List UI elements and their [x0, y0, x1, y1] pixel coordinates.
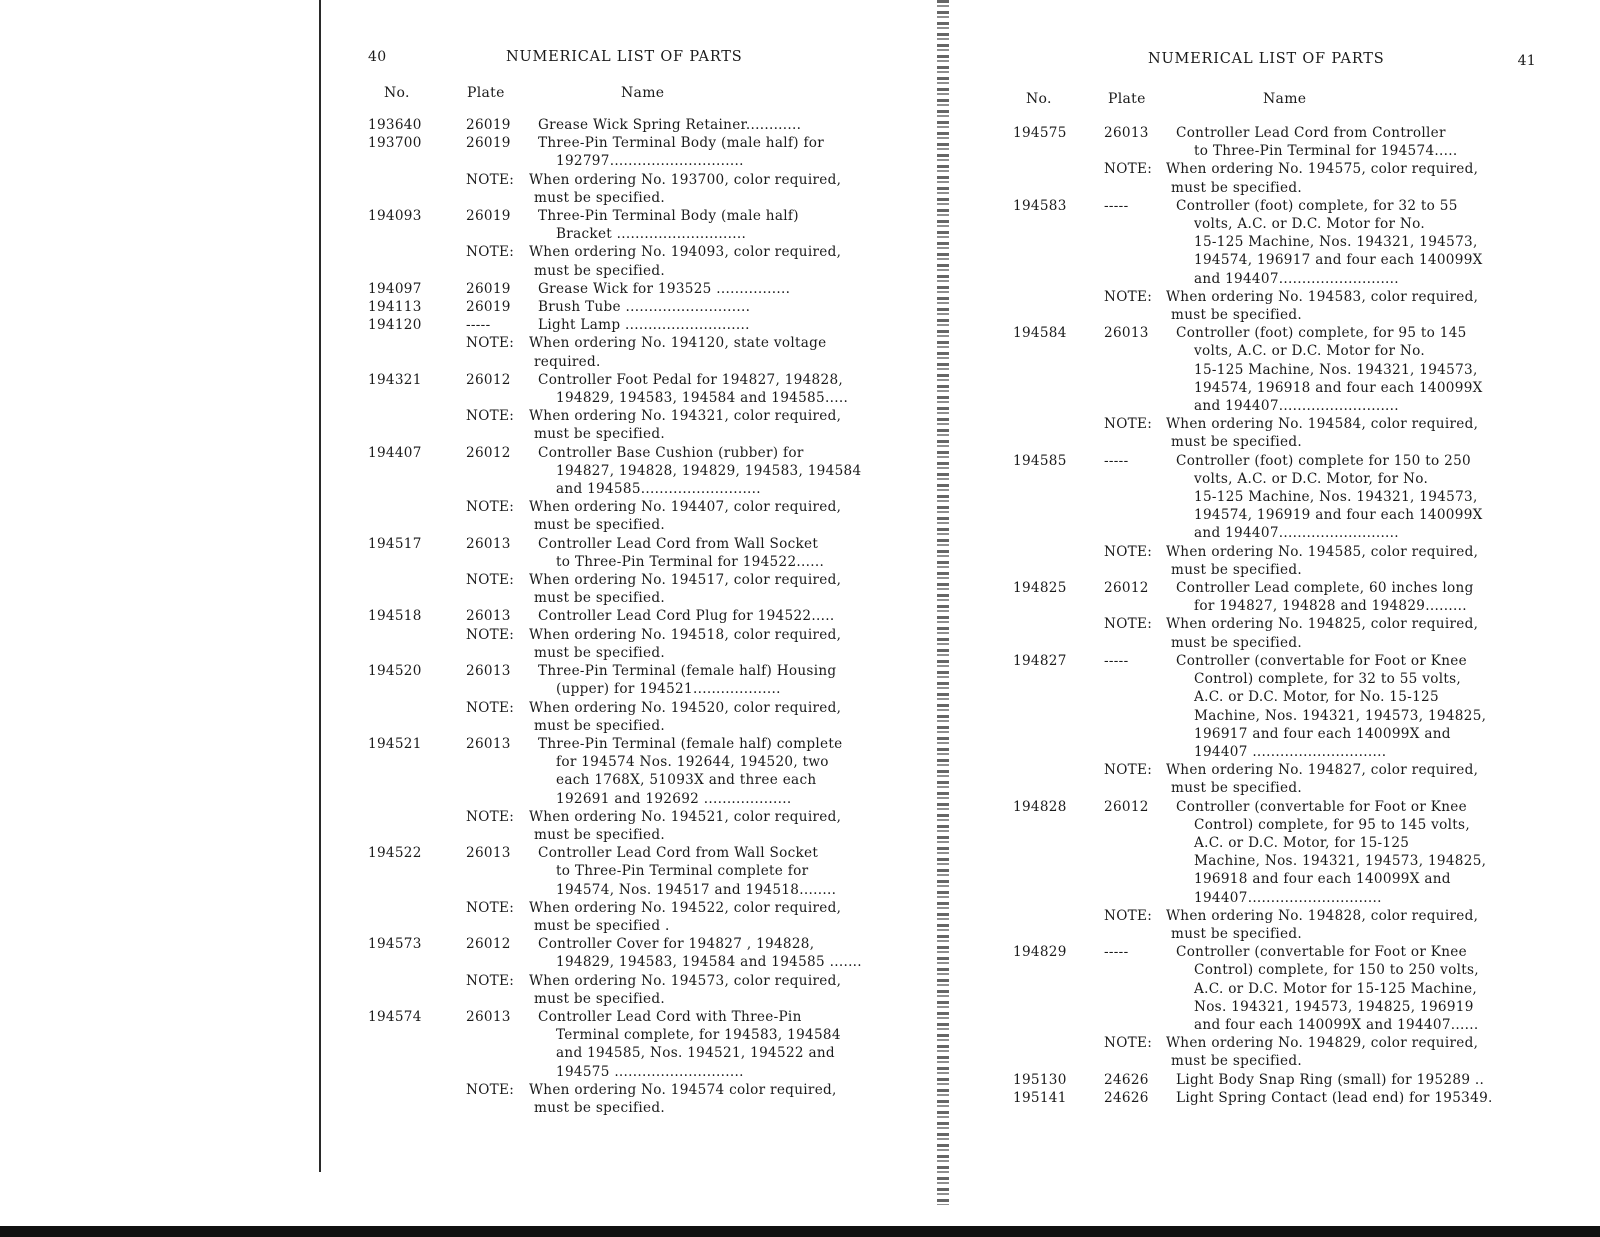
part-name-line: volts, A.C. or D.C. Motor for No.	[1194, 343, 1425, 360]
part-entry	[368, 735, 890, 808]
part-name-line: to Three-Pin Terminal for 194574.....	[1194, 143, 1458, 160]
part-name-line: Control) complete, for 95 to 145 volts,	[1194, 816, 1470, 833]
part-number: 194518	[368, 608, 422, 625]
note-label: NOTE:	[466, 244, 515, 261]
plate-number: 26013	[466, 845, 511, 862]
note-label: NOTE:	[466, 1081, 515, 1098]
part-name-line: Machine, Nos. 194321, 194573, 194825,	[1194, 707, 1487, 724]
part-name-line: volts, A.C. or D.C. Motor for No.	[1194, 216, 1425, 233]
part-name	[1176, 579, 1530, 615]
part-name	[1176, 652, 1530, 761]
note-line: must be specified.	[534, 1099, 666, 1116]
note-line: When ordering No. 194321, color required,	[529, 408, 842, 425]
part-number: 194827	[1013, 652, 1067, 669]
part-number: 194521	[368, 735, 422, 752]
part-note	[466, 699, 890, 735]
part-name-line: Controller Lead Cord from Wall Socket	[538, 535, 819, 552]
part-number: 194585	[1013, 452, 1067, 469]
column-header-name: Name	[621, 85, 665, 101]
plate-number: 26013	[466, 1008, 511, 1025]
part-name-line: Controller Lead Cord with Three-Pin	[538, 1008, 802, 1025]
part-name	[538, 298, 890, 316]
right-page	[1008, 50, 1536, 1107]
part-name-line: and 194585..........................	[556, 481, 761, 498]
note-label: NOTE:	[466, 171, 515, 188]
note-label: NOTE:	[466, 572, 515, 589]
page-title: NUMERICAL LIST OF PARTS	[506, 49, 743, 65]
note-line: When ordering No. 194522, color required,	[529, 899, 842, 916]
part-name-line: for 194574 Nos. 192644, 194520, two	[556, 754, 829, 771]
note-line: must be specified.	[534, 189, 666, 206]
part-number: 194829	[1013, 944, 1067, 961]
note-text	[529, 171, 890, 207]
page-number: 41	[1517, 53, 1536, 69]
part-entry	[368, 298, 890, 316]
part-note	[466, 1081, 890, 1117]
plate-number: 26012	[466, 444, 511, 461]
part-name-line: Control) complete, for 32 to 55 volts,	[1194, 671, 1461, 688]
part-entry	[368, 116, 890, 134]
note-line: When ordering No. 194521, color required,	[529, 808, 842, 825]
part-name-line: and four each 140099X and 194407......	[1194, 1016, 1479, 1033]
note-line: must be specified.	[534, 644, 666, 661]
part-note	[1104, 415, 1530, 451]
part-name	[1176, 452, 1530, 543]
note-text	[1166, 160, 1530, 196]
part-entry	[368, 607, 890, 625]
part-note	[466, 808, 890, 844]
note-text	[1166, 615, 1530, 651]
note-line: must be specified.	[1171, 634, 1303, 651]
plate-number: -----	[1104, 944, 1129, 961]
part-number: 194120	[368, 317, 422, 334]
plate-number: -----	[1104, 652, 1129, 669]
part-entry	[1008, 124, 1530, 160]
note-line: must be specified.	[534, 826, 666, 843]
note-label: NOTE:	[1104, 416, 1153, 433]
part-name-line: 15-125 Machine, Nos. 194321, 194573,	[1194, 361, 1478, 378]
page-header	[1008, 50, 1536, 86]
part-name-line: 194574, 196918 and four each 140099X	[1194, 379, 1483, 396]
left-page	[368, 48, 890, 1117]
part-name-line: Nos. 194321, 194573, 194825, 196919	[1194, 998, 1474, 1015]
part-name-line: Controller (foot) complete for 150 to 250	[1176, 452, 1471, 469]
plate-number: -----	[1104, 452, 1129, 469]
note-label: NOTE:	[1104, 762, 1153, 779]
part-note	[1104, 160, 1530, 196]
column-header-no: No.	[384, 85, 410, 101]
part-entry	[1008, 579, 1530, 615]
note-text	[1166, 543, 1530, 579]
part-name-line: 192797.............................	[556, 153, 744, 170]
part-entry	[368, 134, 890, 170]
part-number: 194093	[368, 208, 422, 225]
page-header	[368, 48, 890, 84]
plate-number: 24626	[1104, 1071, 1149, 1088]
part-name	[538, 935, 890, 971]
part-name-line: 196917 and four each 140099X and	[1194, 725, 1451, 742]
note-label: NOTE:	[1104, 288, 1153, 305]
column-headers	[368, 84, 890, 116]
note-text	[529, 1081, 890, 1117]
part-name	[538, 735, 890, 808]
part-entry	[368, 280, 890, 298]
part-number: 194113	[368, 299, 422, 316]
plate-number: 26013	[466, 608, 511, 625]
part-name-line: Bracket ............................	[556, 226, 747, 243]
note-label: NOTE:	[466, 972, 515, 989]
part-name-line: Controller Base Cushion (rubber) for	[538, 444, 804, 461]
part-name-line: 194574, 196919 and four each 140099X	[1194, 507, 1483, 524]
part-name-line: to Three-Pin Terminal for 194522......	[556, 553, 825, 570]
part-name	[1176, 798, 1530, 907]
note-line: When ordering No. 194573, color required,	[529, 972, 842, 989]
part-name-line: Three-Pin Terminal Body (male half) for	[538, 135, 825, 152]
part-name-line: Terminal complete, for 194583, 194584	[556, 1027, 841, 1044]
part-entry	[1008, 452, 1530, 543]
plate-number: -----	[466, 317, 491, 334]
part-number: 194583	[1013, 197, 1067, 214]
parts-list	[368, 116, 890, 1117]
part-note	[466, 407, 890, 443]
plate-number: 26019	[466, 299, 511, 316]
note-line: When ordering No. 194583, color required,	[1166, 288, 1479, 305]
note-label: NOTE:	[1104, 161, 1153, 178]
part-name-line: 194574, Nos. 194517 and 194518........	[556, 881, 837, 898]
part-number: 193700	[368, 135, 422, 152]
part-name-line: 196918 and four each 140099X and	[1194, 871, 1451, 888]
part-name	[1176, 324, 1530, 415]
part-name-line: 15-125 Machine, Nos. 194321, 194573,	[1194, 234, 1478, 251]
part-name-line: Three-Pin Terminal Body (male half)	[538, 208, 799, 225]
part-name	[538, 607, 890, 625]
note-text	[529, 699, 890, 735]
part-number: 194574	[368, 1008, 422, 1025]
part-name-line: and 194407..........................	[1194, 398, 1399, 415]
page-title: NUMERICAL LIST OF PARTS	[1148, 51, 1385, 67]
note-text	[529, 626, 890, 662]
part-entry	[1008, 652, 1530, 761]
note-line: must be specified.	[1171, 925, 1303, 942]
plate-number: 26013	[466, 663, 511, 680]
part-name-line: (upper) for 194521...................	[556, 681, 781, 698]
note-line: When ordering No. 194575, color required,	[1166, 161, 1479, 178]
part-entry	[1008, 798, 1530, 907]
part-number: 194097	[368, 280, 422, 297]
part-name-line: Controller (foot) complete, for 95 to 145	[1176, 325, 1467, 342]
part-name-line: Controller Lead Cord Plug for 194522.....	[538, 608, 835, 625]
note-text	[529, 334, 890, 370]
part-entry	[1008, 943, 1530, 1034]
part-name	[538, 134, 890, 170]
note-line: must be specified.	[1171, 434, 1303, 451]
note-label: NOTE:	[466, 626, 515, 643]
part-name-line: 194407 .............................	[1194, 743, 1387, 760]
column-header-no: No.	[1026, 91, 1052, 107]
note-text	[529, 899, 890, 935]
part-name-line: and 194407..........................	[1194, 270, 1399, 287]
part-name	[538, 1008, 890, 1081]
note-line: When ordering No. 194827, color required,	[1166, 762, 1479, 779]
part-number: 195130	[1013, 1071, 1067, 1088]
plate-number: -----	[1104, 197, 1129, 214]
part-name	[1176, 1071, 1530, 1089]
note-line: When ordering No. 194517, color required,	[529, 572, 842, 589]
part-name	[538, 844, 890, 899]
column-header-plate: Plate	[1108, 91, 1146, 107]
part-name-line: Grease Wick Spring Retainer............	[538, 117, 802, 133]
part-name-line: Brush Tube ...........................	[538, 299, 751, 316]
part-note	[466, 334, 890, 370]
plate-number: 26019	[466, 280, 511, 297]
plate-number: 26013	[466, 535, 511, 552]
note-line: When ordering No. 194120, state voltage	[529, 335, 827, 352]
note-label: NOTE:	[466, 408, 515, 425]
note-line: When ordering No. 194518, color required,	[529, 626, 842, 643]
note-label: NOTE:	[466, 808, 515, 825]
note-line: must be specified.	[1171, 780, 1303, 797]
part-name-line: 194829, 194583, 194584 and 194585.....	[556, 390, 849, 407]
note-line: must be specified.	[534, 426, 666, 443]
part-name-line: and 194407..........................	[1194, 525, 1399, 542]
note-line: required.	[534, 353, 601, 370]
page-edge-line	[319, 0, 321, 1172]
part-name-line: Machine, Nos. 194321, 194573, 194825,	[1194, 853, 1487, 870]
note-text	[529, 243, 890, 279]
part-name-line: Three-Pin Terminal (female half) complete	[538, 735, 843, 752]
part-name-line: Controller (convertable for Foot or Knee	[1176, 798, 1467, 815]
plate-number: 26019	[466, 208, 511, 225]
note-text	[1166, 761, 1530, 797]
part-note	[1104, 615, 1530, 651]
note-line: must be specified.	[1171, 1053, 1303, 1070]
part-number: 193640	[368, 117, 422, 133]
note-line: When ordering No. 194574 color required,	[529, 1081, 837, 1098]
note-text	[1166, 907, 1530, 943]
part-note	[466, 972, 890, 1008]
note-text	[1166, 1034, 1530, 1070]
part-note	[466, 243, 890, 279]
note-label: NOTE:	[1104, 907, 1153, 924]
part-entry	[368, 935, 890, 971]
part-name-line: Grease Wick for 193525 ................	[538, 280, 791, 297]
part-name	[1176, 197, 1530, 288]
part-entry	[368, 207, 890, 243]
part-note	[466, 498, 890, 534]
part-name-line: Light Spring Contact (lead end) for 195349.	[1176, 1089, 1493, 1106]
part-name-line: to Three-Pin Terminal complete for	[556, 863, 809, 880]
note-line: must be specified.	[534, 717, 666, 734]
part-name-line: and 194585, Nos. 194521, 194522 and	[556, 1045, 835, 1062]
part-number: 194407	[368, 444, 422, 461]
plate-number: 26013	[1104, 325, 1149, 342]
plate-number: 26013	[1104, 125, 1149, 141]
part-name-line: 15-125 Machine, Nos. 194321, 194573,	[1194, 489, 1478, 506]
part-entry	[368, 371, 890, 407]
plate-number: 26019	[466, 135, 511, 152]
part-name-line: 192691 and 192692 ...................	[556, 790, 792, 807]
note-line: When ordering No. 194407, color required,	[529, 499, 842, 516]
part-name-line: each 1768X, 51093X and three each	[556, 772, 817, 789]
plate-number: 26012	[1104, 580, 1149, 597]
note-label: NOTE:	[1104, 616, 1153, 633]
part-entry	[368, 316, 890, 334]
plate-number: 26012	[466, 371, 511, 388]
part-name-line: Three-Pin Terminal (female half) Housing	[538, 663, 837, 680]
part-name-line: Controller (convertable for Foot or Knee	[1176, 652, 1467, 669]
part-name-line: 194574, 196917 and four each 140099X	[1194, 252, 1483, 269]
note-label: NOTE:	[466, 499, 515, 516]
note-text	[1166, 288, 1530, 324]
part-name-line: volts, A.C. or D.C. Motor, for No.	[1194, 470, 1429, 487]
part-note	[466, 571, 890, 607]
part-name-line: Control) complete, for 150 to 250 volts,	[1194, 962, 1479, 979]
note-line: must be specified.	[534, 590, 666, 607]
part-name	[1176, 943, 1530, 1034]
note-line: must be specified .	[534, 917, 670, 934]
note-label: NOTE:	[466, 899, 515, 916]
part-number: 194517	[368, 535, 422, 552]
column-header-plate: Plate	[467, 85, 505, 101]
part-entry	[1008, 197, 1530, 288]
part-note	[466, 626, 890, 662]
plate-number: 26012	[1104, 798, 1149, 815]
note-line: When ordering No. 194584, color required,	[1166, 416, 1479, 433]
part-number: 194321	[368, 371, 422, 388]
note-label: NOTE:	[1104, 1035, 1153, 1052]
column-headers	[1008, 86, 1530, 124]
scan-bottom-edge	[0, 1226, 1600, 1237]
plate-number: 26019	[466, 117, 511, 133]
part-note	[1104, 543, 1530, 579]
part-note	[1104, 288, 1530, 324]
part-name	[538, 444, 890, 499]
part-entry	[368, 1008, 890, 1081]
part-name-line: A.C. or D.C. Motor for 15-125 Machine,	[1194, 980, 1478, 997]
note-text	[1166, 415, 1530, 451]
part-name-line: Controller Lead Cord from Controller	[1176, 125, 1446, 141]
note-text	[529, 498, 890, 534]
part-number: 194522	[368, 845, 422, 862]
part-name	[538, 535, 890, 571]
plate-number: 24626	[1104, 1089, 1149, 1106]
part-name-line: Controller Lead Cord from Wall Socket	[538, 845, 819, 862]
note-label: NOTE:	[466, 699, 515, 716]
column-header-name: Name	[1263, 91, 1307, 107]
part-number: 194825	[1013, 580, 1067, 597]
part-name	[538, 662, 890, 698]
note-line: When ordering No. 194093, color required,	[529, 244, 842, 261]
part-note	[466, 171, 890, 207]
note-text	[529, 407, 890, 443]
part-name-line: Light Body Snap Ring (small) for 195289 ..	[1176, 1071, 1485, 1088]
part-number: 194575	[1013, 125, 1067, 141]
part-name	[1176, 124, 1530, 160]
plate-number: 26013	[466, 735, 511, 752]
part-note	[1104, 761, 1530, 797]
note-line: must be specified.	[1171, 307, 1303, 324]
part-number: 194828	[1013, 798, 1067, 815]
part-name-line: 194575 ............................	[556, 1063, 744, 1080]
part-name	[538, 116, 890, 134]
note-label: NOTE:	[466, 335, 515, 352]
part-name-line: Controller Cover for 194827 , 194828,	[538, 936, 815, 953]
part-number: 195141	[1013, 1089, 1067, 1106]
part-name-line: Controller Foot Pedal for 194827, 194828,	[538, 371, 844, 388]
note-line: When ordering No. 193700, color required,	[529, 171, 842, 188]
part-note	[466, 899, 890, 935]
note-label: NOTE:	[1104, 543, 1153, 560]
part-name-line: A.C. or D.C. Motor, for No. 15-125	[1194, 689, 1439, 706]
book-spine	[937, 0, 949, 1205]
note-text	[529, 571, 890, 607]
note-line: When ordering No. 194520, color required,	[529, 699, 842, 716]
note-line: must be specified.	[1171, 179, 1303, 196]
part-entry	[368, 662, 890, 698]
part-number: 194520	[368, 663, 422, 680]
part-name-line: Controller (convertable for Foot or Knee	[1176, 944, 1467, 961]
part-name	[1176, 1089, 1530, 1107]
part-entry	[368, 535, 890, 571]
part-entry	[1008, 324, 1530, 415]
note-text	[529, 808, 890, 844]
part-name	[538, 316, 890, 334]
page-number: 40	[368, 49, 387, 65]
part-name-line: for 194827, 194828 and 194829.........	[1194, 598, 1467, 615]
part-note	[1104, 1034, 1530, 1070]
part-name-line: Light Lamp ...........................	[538, 317, 750, 334]
part-entry	[1008, 1071, 1530, 1089]
part-name-line: Controller (foot) complete, for 32 to 55	[1176, 197, 1458, 214]
note-line: When ordering No. 194828, color required,	[1166, 907, 1479, 924]
note-text	[529, 972, 890, 1008]
part-number: 194584	[1013, 325, 1067, 342]
note-line: When ordering No. 194825, color required,	[1166, 616, 1479, 633]
part-number: 194573	[368, 936, 422, 953]
part-name-line: 194407.............................	[1194, 889, 1382, 906]
part-entry	[368, 844, 890, 899]
note-line: must be specified.	[1171, 561, 1303, 578]
note-line: When ordering No. 194829, color required,	[1166, 1035, 1479, 1052]
note-line: When ordering No. 194585, color required,	[1166, 543, 1479, 560]
note-line: must be specified.	[534, 517, 666, 534]
plate-number: 26012	[466, 936, 511, 953]
note-line: must be specified.	[534, 990, 666, 1007]
part-name-line: 194829, 194583, 194584 and 194585 .......	[556, 954, 862, 971]
part-note	[1104, 907, 1530, 943]
part-name-line: A.C. or D.C. Motor, for 15-125	[1194, 834, 1410, 851]
part-entry	[1008, 1089, 1530, 1107]
part-name-line: 194827, 194828, 194829, 194583, 194584	[556, 462, 862, 479]
part-name	[538, 207, 890, 243]
parts-list	[1008, 124, 1530, 1107]
part-name	[538, 280, 890, 298]
part-name	[538, 371, 890, 407]
part-entry	[368, 444, 890, 499]
note-line: must be specified.	[534, 262, 666, 279]
part-name-line: Controller Lead complete, 60 inches long	[1176, 580, 1474, 597]
